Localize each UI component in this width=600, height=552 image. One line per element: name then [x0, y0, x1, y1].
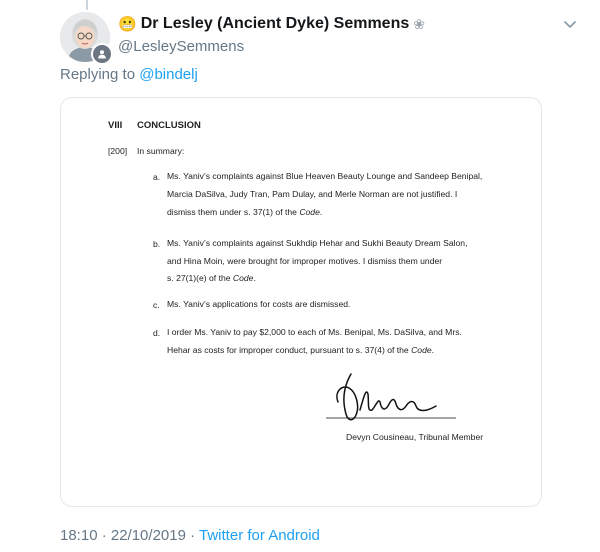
flower-emoji: ❀ [413, 15, 425, 32]
replying-to-line [60, 66, 198, 83]
list-marker: a. [153, 172, 161, 182]
replying-to-mention[interactable]: @bindelj [139, 66, 198, 83]
user-handle[interactable]: @LesleySemmens [118, 38, 245, 55]
list-item-line: Hehar as costs for improper conduct, pursuant to s. 37(4) of the Code. [167, 345, 435, 355]
paragraph-number: [200] [108, 146, 128, 156]
tweet-source[interactable]: Twitter for Android [199, 527, 320, 544]
handwritten-signature [316, 366, 466, 426]
person-badge-icon [91, 43, 113, 65]
list-item-line: I order Ms. Yaniv to pay $2,000 to each of Ms. Benipal, Ms. DaSilva, and Mrs. [167, 327, 462, 337]
tribunal-document [61, 98, 541, 506]
list-marker: c. [153, 300, 160, 310]
section-title: CONCLUSION [137, 120, 201, 131]
thread-connector-line [86, 0, 88, 10]
list-item-line: dismiss them under s. 37(1) of the Code. [167, 207, 323, 217]
list-marker: b. [153, 239, 161, 249]
list-item-line: Marcia DaSilva, Judy Tran, Pam Dulay, and Merle Norman are not justified. I [167, 189, 458, 199]
section-number: VIII [108, 120, 123, 131]
grimace-emoji: 😬 [118, 16, 137, 33]
list-item-line: Ms. Yaniv’s applications for costs are dismissed. [167, 299, 351, 309]
paragraph-intro: In summary: [137, 146, 185, 156]
display-name[interactable]: Dr Lesley (Ancient Dyke) Semmens [140, 15, 410, 32]
replying-to-label: Replying to [60, 66, 136, 83]
attached-image[interactable] [60, 97, 542, 507]
chevron-down-icon[interactable] [562, 16, 578, 37]
signatory-name: Devyn Cousineau, Tribunal Member [346, 432, 484, 442]
list-item-line: Ms. Yaniv’s complaints against Sukhdip Hehar and Sukhi Beauty Dream Salon, [167, 238, 468, 248]
list-item-line: Ms. Yaniv’s complaints against Blue Heaven Beauty Lounge and Sandeep Benipal, [167, 171, 483, 181]
list-item-line: s. 27(1)(e) of the Code. [167, 273, 256, 283]
tweet-meta [60, 527, 320, 544]
meta-separator: · [185, 527, 200, 544]
tweet-author-name-row[interactable] [118, 15, 425, 33]
list-item-line: and Hina Moin, were brought for improper motives. I dismiss them under [167, 256, 443, 266]
timestamp[interactable]: 18:10 · 22/10/2019 [60, 527, 186, 544]
list-marker: d. [153, 328, 161, 338]
